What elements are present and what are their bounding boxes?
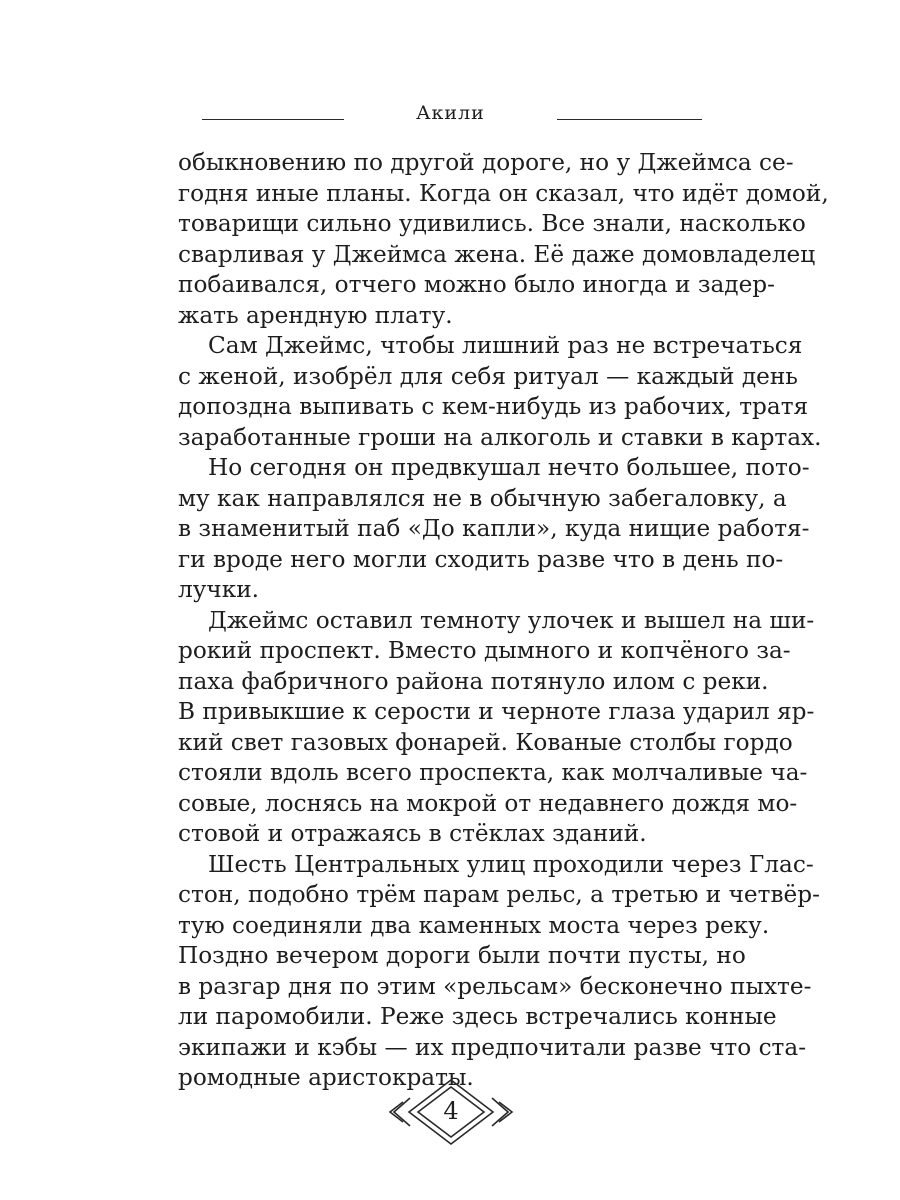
header-rule-left [202,119,344,120]
text-line: в знаменитый паб «До капли», куда нищие работя- [178,515,810,542]
text-line: допоздна выпивать с кем-нибудь из рабочих, тратя [178,393,809,420]
running-title: Акили [416,102,485,124]
page-number: 4 [443,1097,459,1125]
text-line: Шесть Центральных улиц проходили через Глас- [208,850,814,878]
text-line: побаивался, отчего можно было иногда и задер- [178,271,775,298]
text-line: обыкновению по другой дороге, но у Джеймса се- [178,149,794,176]
text-line: стовой и отражаясь в стёклах зданий. [178,820,647,847]
text-line: в разгар дня по этим «рельсам» бесконечно пыхте- [178,972,812,1000]
text-line: рокий проспект. Вместо дымного и копчёного за- [178,637,791,664]
text-line: Джеймс оставил темноту улочек и вышел на ши- [208,606,815,634]
text-line: Но сегодня он предвкушал нечто большее, пото- [208,454,810,481]
text-line: с женой, изобрёл для себя ритуал — каждый день [178,362,798,390]
text-line: товарищи сильно удивились. Все знали, насколько [178,210,806,237]
text-line: стон, подобно трём парам рельс, а третью и четвёр- [178,881,820,908]
text-line: годня иные планы. Когда он сказал, что идёт домой, [178,179,829,207]
text-line: совые, лоснясь на мокрой от недавнего дождя мо- [178,789,798,817]
text-line: кий свет газовых фонарей. Кованые столбы гордо [178,728,793,756]
text-line: ромодные аристократы. [178,1064,474,1091]
text-line: жать арендную плату. [178,301,453,329]
text-line: заработанные гроши на алкоголь и ставки в картах. [178,423,822,451]
text-line: Сам Джеймс, чтобы лишний раз не встречаться [208,332,803,359]
text-line: му как направлялся не в обычную забегаловку, а [178,484,787,512]
running-header [0,100,900,134]
text-line: стояли вдоль всего проспекта, как молчаливые ча- [178,759,808,786]
text-line: В привыкшие к серости и черноте глаза ударил яр- [178,698,815,725]
text-line: Поздно вечером дороги были почти пусты, но [178,942,746,969]
text-line: тую соединяли два каменных моста через реку. [178,911,770,939]
page-number-ornament [383,1078,519,1146]
text-line: экипажи и кэбы — их предпочитали разве что ста- [178,1033,807,1061]
header-rule-right [557,119,702,120]
body-text [178,148,829,1094]
text-line: ги вроде него могли сходить разве что в день по- [178,545,784,573]
text-line: лучки. [178,576,260,603]
text-line: ли паромобили. Реже здесь встречались конные [178,1003,777,1030]
text-line: сварливая у Джеймса жена. Её даже домовладелец [178,240,816,268]
text-line: паха фабричного района потянуло илом с реки. [178,667,769,695]
